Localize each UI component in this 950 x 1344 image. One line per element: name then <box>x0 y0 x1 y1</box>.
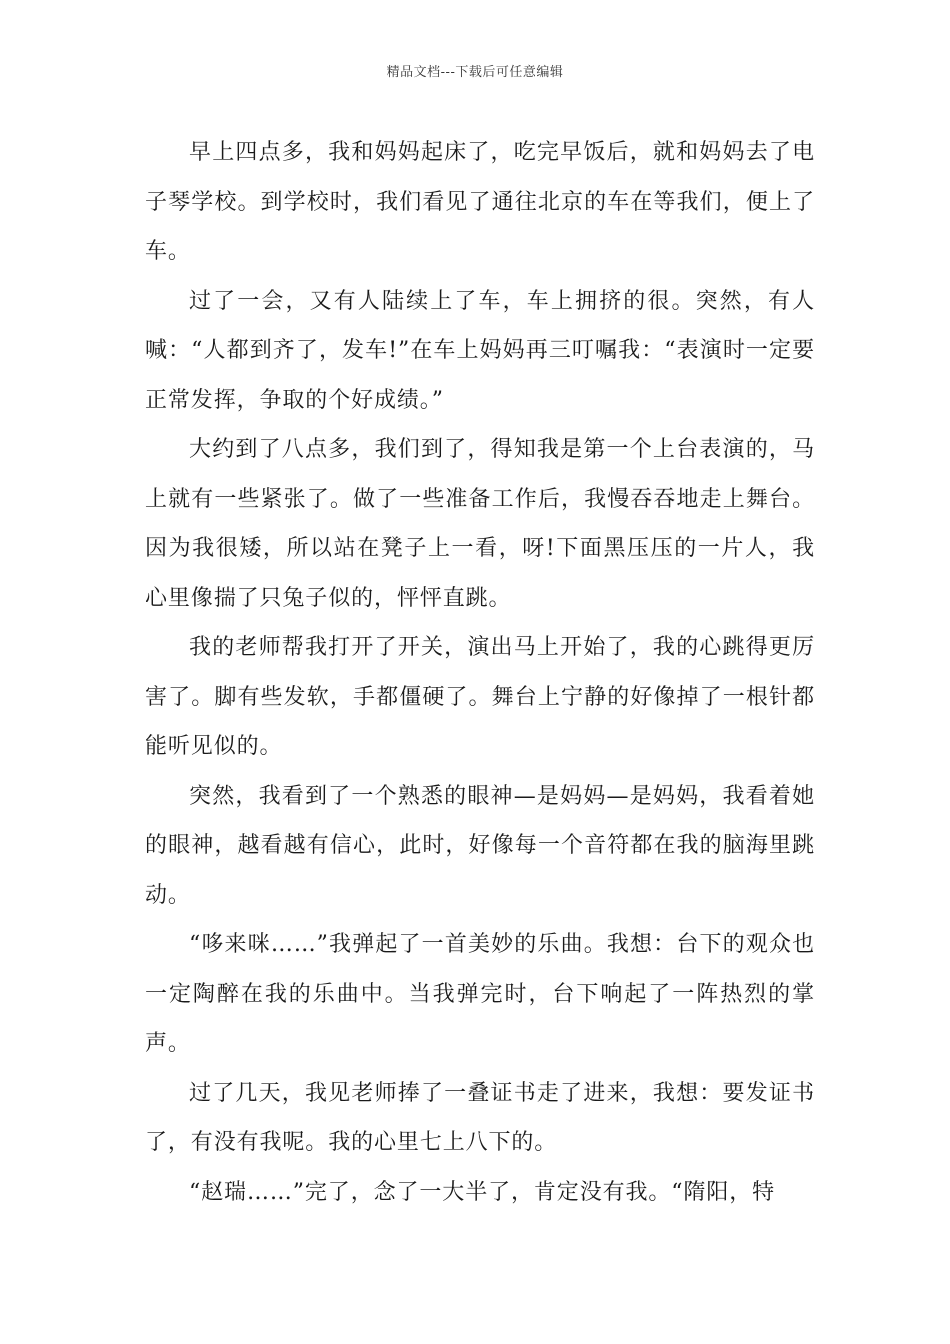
paragraph: 我的老师帮我打开了开关，演出马上开始了，我的心跳得更厉害了。脚有些发软，手都僵硬了。舞台上宁静的好像掉了一根针都能听见似的。 <box>145 635 815 759</box>
paragraph: 大约到了八点多，我们到了，得知我是第一个上台表演的，马上就有一些紧张了。做了一些准备工作后，我慢吞吞地走上舞台。因为我很矮，所以站在凳子上一看，呀!下面黑压压的一片人，我心里像揣了只兔子似的，怦怦直跳。 <box>145 437 815 611</box>
paragraph: “赵瑞……”完了，念了一大半了，肯定没有我。“隋阳，特 <box>189 1179 776 1205</box>
paragraph: 过了几天，我见老师捧了一叠证书走了进来，我想：要发证书了，有没有我呢。我的心里七上八下的。 <box>145 1080 815 1155</box>
paragraph: 过了一会，又有人陆续上了车，车上拥挤的很。突然，有人喊：“人都到齐了，发车!”在车上妈妈再三叮嘱我：“表演时一定要正常发挥，争取的个好成绩。” <box>145 288 815 413</box>
paragraph: 早上四点多，我和妈妈起床了，吃完早饭后，就和妈妈去了电子琴学校。到学校时，我们看见了通往北京的车在等我们，便上了车。 <box>145 140 815 264</box>
document-body <box>145 128 815 1217</box>
paragraph: “哆来咪……”我弹起了一首美妙的乐曲。我想：台下的观众也一定陶醉在我的乐曲中。当我弹完时，台下响起了一阵热烈的掌声。 <box>145 932 815 1056</box>
page-header: 精品文档---下载后可任意编辑 <box>386 65 564 80</box>
paragraph: 突然，我看到了一个熟悉的眼神—是妈妈—是妈妈，我看着她的眼神，越看越有信心，此时，好像每一个音符都在我的脑海里跳动。 <box>145 783 815 908</box>
